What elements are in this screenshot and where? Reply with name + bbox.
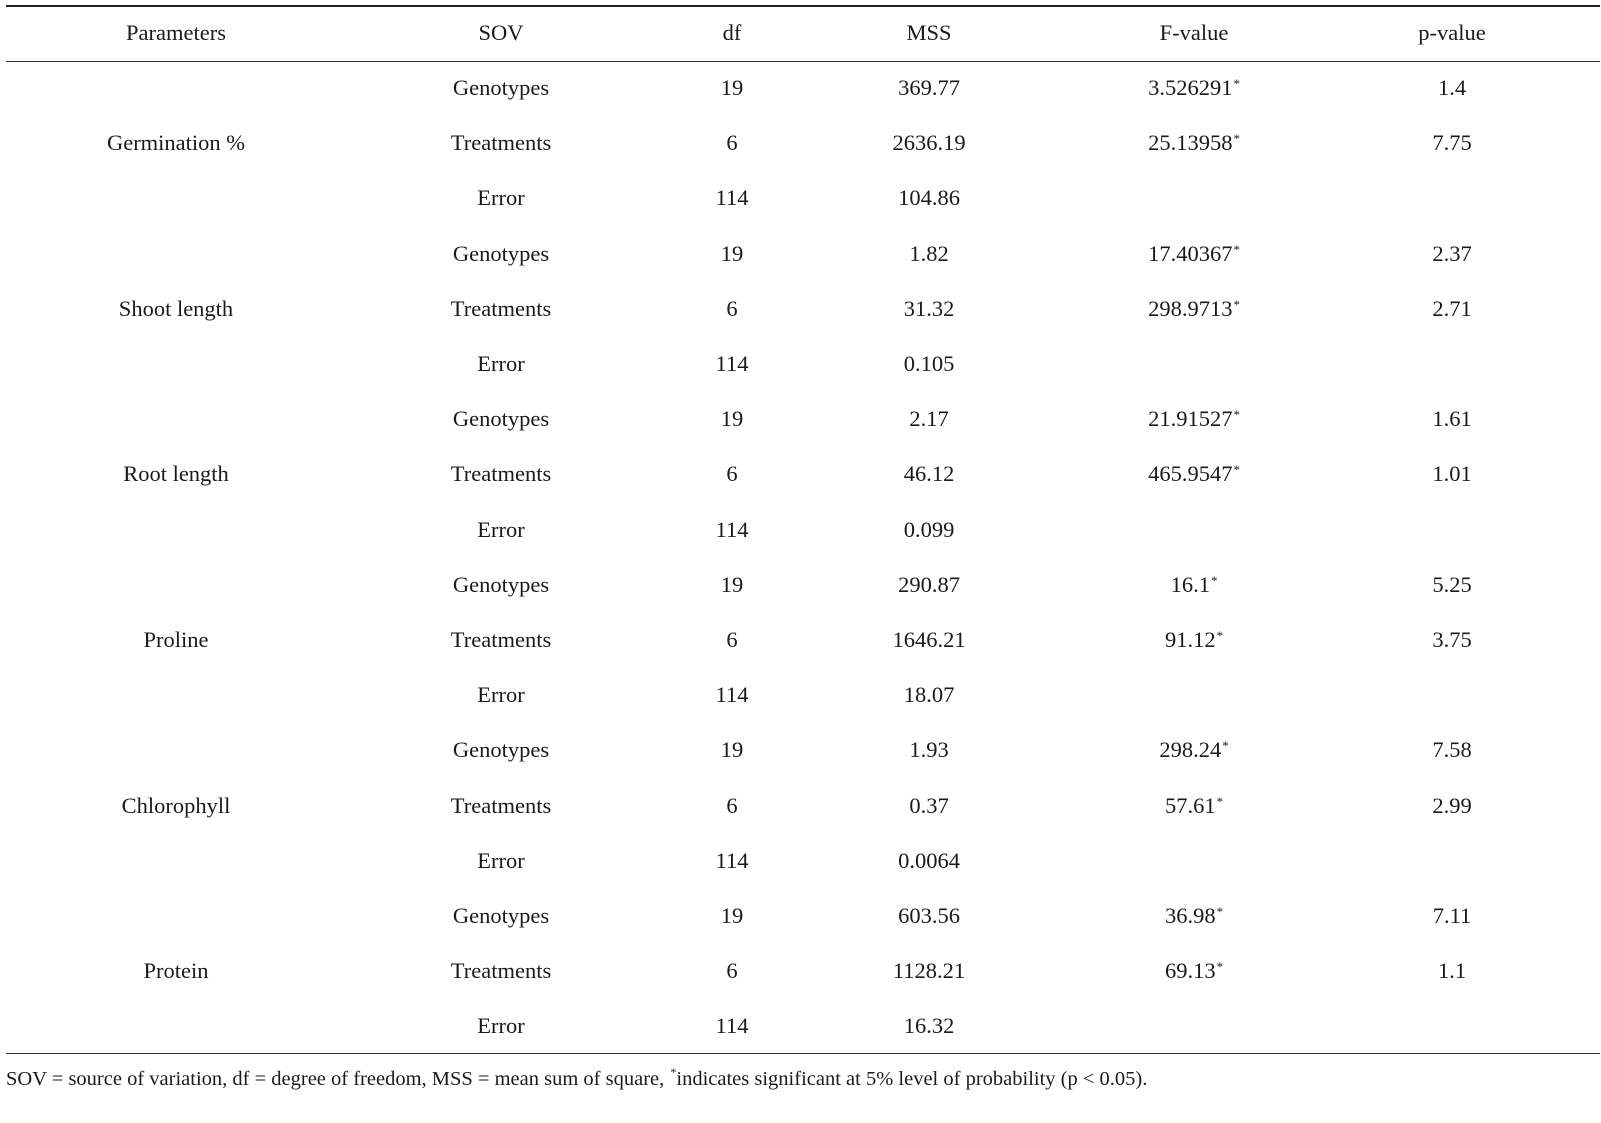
f-value-number: 17.40367 — [1148, 240, 1233, 266]
df-cell: 6 — [726, 295, 738, 321]
f-value-number: 25.13958 — [1148, 130, 1233, 156]
significance-asterisk: * — [1210, 572, 1218, 588]
parameter-label: Protein — [143, 958, 209, 984]
f-value-number: 91.12 — [1164, 627, 1216, 652]
f-value-cell — [1148, 296, 1240, 322]
mss-cell: 290.87 — [898, 571, 960, 597]
sov-cell: Error — [477, 516, 525, 542]
f-value-cell — [1165, 793, 1223, 819]
table-bottom-rule — [6, 1053, 1600, 1054]
footnote-text-before: SOV = source of variation, df = degree of freedom, MSS = mean sum of square, — [6, 1068, 670, 1090]
df-cell: 6 — [726, 461, 738, 487]
p-value-cell: 2.99 — [1432, 792, 1472, 818]
sov-cell: Treatments — [450, 295, 552, 321]
significance-asterisk: * — [1233, 407, 1240, 423]
df-cell: 19 — [720, 406, 744, 432]
df-cell: 19 — [720, 903, 744, 928]
mss-cell: 46.12 — [903, 461, 955, 487]
sov-cell: Error — [477, 351, 525, 376]
header-parameters: Parameters — [126, 20, 226, 45]
f-value-number: 21.91527 — [1148, 406, 1233, 432]
f-value-cell — [1165, 958, 1223, 984]
table-header — [0, 0, 1601, 66]
df-cell: 6 — [726, 792, 738, 818]
f-value-cell — [1148, 241, 1240, 267]
df-cell: 114 — [715, 847, 749, 873]
f-value-number: 36.98 — [1164, 903, 1216, 928]
f-value-cell — [1148, 461, 1240, 487]
df-cell: 114 — [715, 351, 749, 376]
mss-cell: 16.32 — [903, 1013, 955, 1039]
df-cell: 19 — [720, 75, 744, 100]
f-value-number: 16.1 — [1170, 571, 1210, 597]
f-value-cell — [1165, 627, 1223, 653]
df-cell: 6 — [726, 958, 738, 984]
sov-cell: Error — [477, 1013, 525, 1039]
p-value-cell: 5.25 — [1432, 571, 1472, 597]
significance-asterisk: * — [1216, 904, 1224, 919]
footnote-text-after: indicates significant at 5% level of probability (p < 0.05). — [676, 1068, 1148, 1090]
sov-cell: Treatments — [450, 461, 552, 487]
df-cell: 6 — [726, 130, 738, 156]
sov-cell: Genotypes — [452, 75, 550, 100]
p-value-cell: 1.61 — [1432, 406, 1472, 432]
df-cell: 19 — [720, 240, 744, 266]
df-cell: 114 — [715, 1013, 749, 1039]
significance-asterisk: * — [1216, 793, 1224, 809]
p-value-cell: 2.71 — [1432, 295, 1472, 321]
sov-cell: Genotypes — [452, 737, 550, 763]
f-value-number: 298.24 — [1159, 737, 1222, 763]
sov-cell: Treatments — [450, 958, 552, 984]
sov-cell: Genotypes — [452, 406, 550, 432]
mss-cell: 31.32 — [903, 295, 955, 321]
df-cell: 114 — [715, 682, 749, 708]
parameter-label: Chlorophyll — [121, 792, 231, 818]
sov-cell: Treatments — [450, 627, 552, 652]
f-value-number: 465.9547 — [1148, 461, 1233, 487]
sov-cell: Error — [477, 682, 525, 708]
header-bottom-rule — [6, 61, 1600, 62]
f-value-cell — [1148, 75, 1240, 101]
p-value-cell: 2.37 — [1432, 240, 1472, 266]
p-value-cell: 7.11 — [1432, 903, 1472, 928]
significance-asterisk: * — [1233, 296, 1240, 312]
p-value-cell: 7.58 — [1432, 737, 1472, 763]
mss-cell: 104.86 — [898, 185, 960, 211]
f-value-cell — [1148, 406, 1240, 432]
p-value-cell: 1.1 — [1437, 958, 1467, 984]
parameter-label: Proline — [143, 627, 209, 652]
p-value-cell: 3.75 — [1432, 627, 1472, 652]
mss-cell: 603.56 — [898, 903, 960, 928]
mss-cell: 0.0064 — [898, 847, 960, 873]
header-p-value: p-value — [1418, 20, 1486, 45]
mss-cell: 0.105 — [903, 351, 955, 376]
mss-cell: 0.099 — [903, 516, 955, 542]
p-value-cell: 7.75 — [1432, 130, 1472, 156]
mss-cell: 1128.21 — [892, 958, 966, 984]
significance-asterisk: * — [1222, 738, 1229, 754]
mss-cell: 18.07 — [903, 682, 955, 708]
p-value-cell: 1.4 — [1437, 75, 1467, 100]
sov-cell: Genotypes — [452, 571, 550, 597]
parameter-label: Root length — [123, 461, 229, 487]
f-value-cell — [1159, 737, 1228, 763]
significance-asterisk: * — [1216, 628, 1224, 643]
df-cell: 6 — [726, 627, 738, 652]
mss-cell: 0.37 — [909, 792, 949, 818]
parameter-label: Shoot length — [118, 295, 234, 321]
sov-cell: Treatments — [450, 792, 552, 818]
sov-cell: Error — [477, 185, 525, 211]
mss-cell: 1.93 — [909, 737, 949, 763]
mss-cell: 2.17 — [909, 406, 949, 432]
parameter-label: Germination % — [106, 130, 246, 156]
mss-cell: 369.77 — [898, 75, 960, 100]
f-value-number: 3.526291 — [1148, 75, 1233, 100]
mss-cell: 2636.19 — [892, 130, 966, 156]
mss-cell: 1646.21 — [892, 627, 966, 652]
significance-asterisk: * — [1233, 76, 1240, 91]
footnote-asterisk: * — [670, 1065, 677, 1079]
df-cell: 19 — [720, 737, 744, 763]
f-value-number: 298.9713 — [1148, 295, 1233, 321]
header-sov: SOV — [478, 20, 524, 45]
df-cell: 19 — [720, 571, 744, 597]
significance-asterisk: * — [1233, 131, 1240, 147]
f-value-number: 57.61 — [1164, 792, 1216, 818]
sov-cell: Error — [477, 847, 525, 873]
mss-cell: 1.82 — [909, 240, 949, 266]
df-cell: 114 — [715, 516, 749, 542]
p-value-cell: 1.01 — [1432, 461, 1472, 487]
significance-asterisk: * — [1216, 959, 1224, 975]
significance-asterisk: * — [1233, 241, 1240, 257]
sov-cell: Genotypes — [452, 240, 550, 266]
header-mss: MSS — [906, 20, 952, 45]
f-value-number: 69.13 — [1164, 958, 1216, 984]
f-value-cell — [1165, 903, 1223, 929]
f-value-cell — [1171, 572, 1218, 598]
header-df: df — [722, 20, 742, 45]
sov-cell: Treatments — [450, 130, 552, 156]
table-footnote — [6, 1065, 1148, 1091]
df-cell: 114 — [715, 185, 749, 211]
sov-cell: Genotypes — [452, 903, 550, 928]
header-f-value: F-value — [1159, 20, 1229, 45]
significance-asterisk: * — [1233, 462, 1240, 478]
f-value-cell — [1148, 130, 1240, 156]
